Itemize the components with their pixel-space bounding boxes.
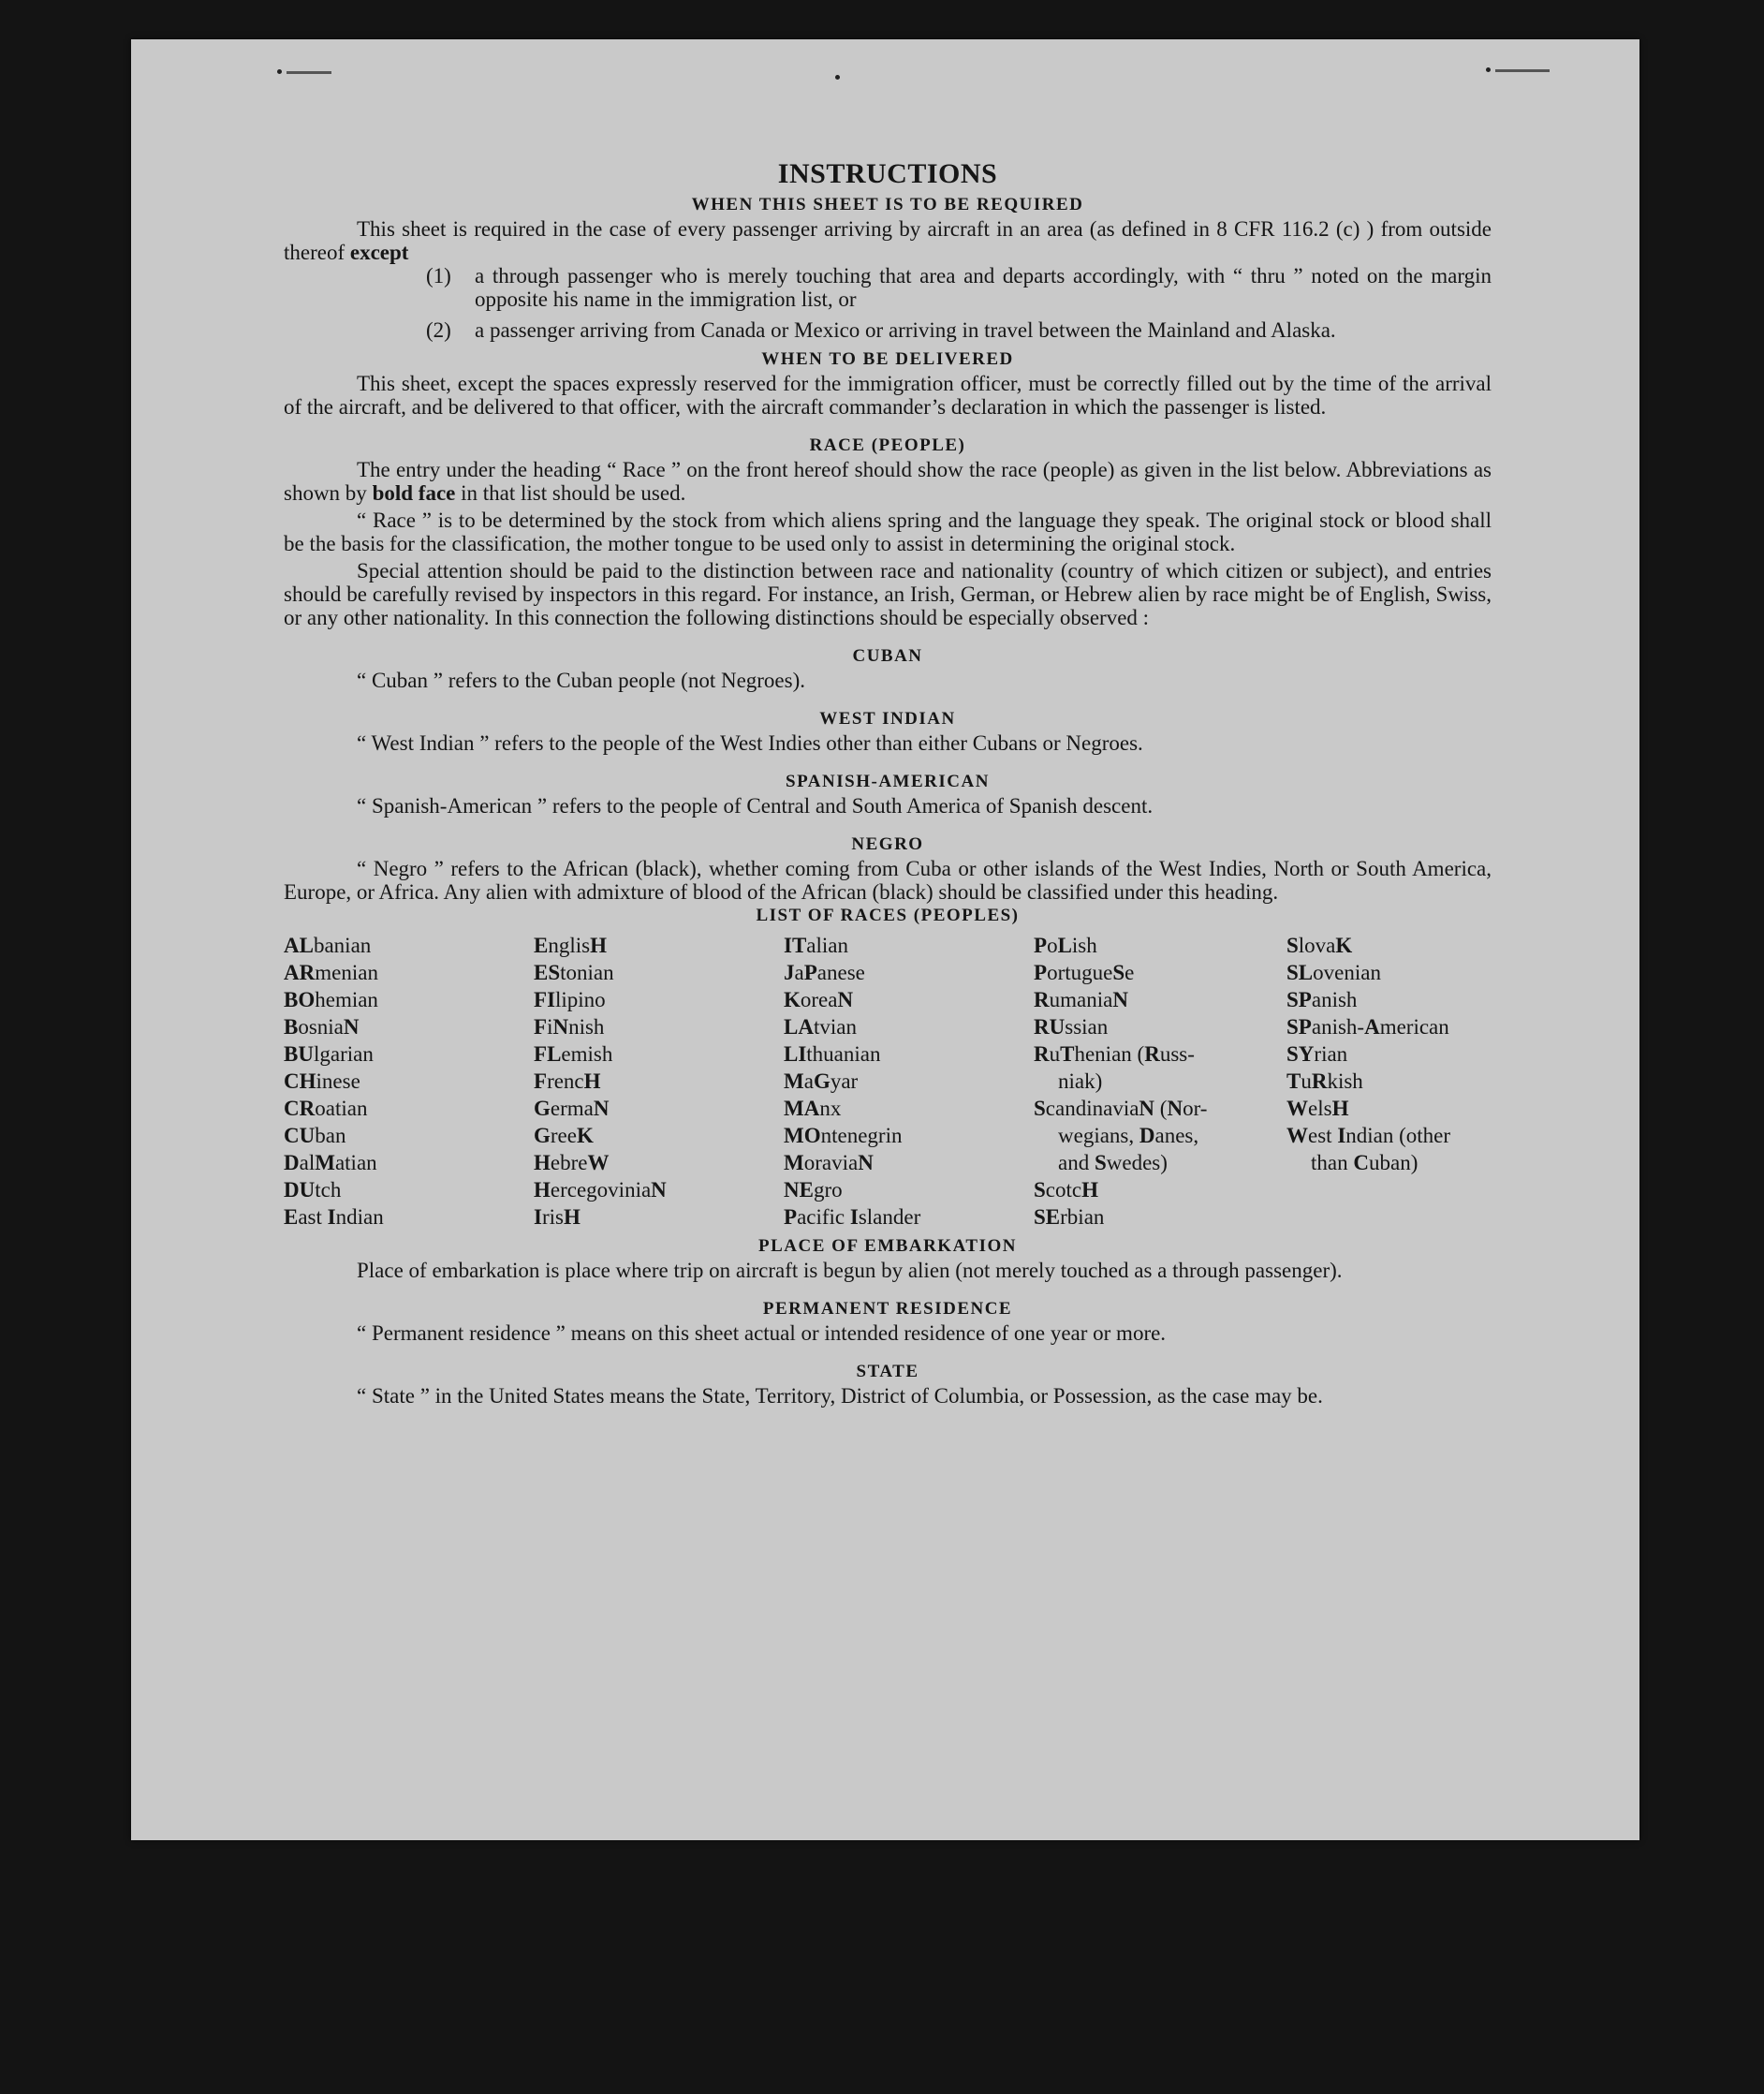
- race-entry: SPanish-American: [1286, 1015, 1449, 1039]
- race-column: [534, 932, 784, 1231]
- race-column: [784, 932, 1034, 1231]
- race-entry: CHinese: [284, 1069, 360, 1093]
- race-entry: SYrian: [1286, 1042, 1348, 1066]
- race-entry: SLovenian: [1286, 961, 1381, 984]
- punch-mark: [835, 75, 840, 80]
- race-entry: RuThenian (Russ-: [1034, 1042, 1195, 1066]
- west-indian-text: “ West Indian ” refers to the people of the West Indies other than either Cubans or Negroes.: [357, 731, 1143, 755]
- section-heading-spanish-american: SPANISH-AMERICAN: [786, 772, 990, 791]
- race-entry: LAtvian: [784, 1015, 857, 1039]
- cuban-text: “ Cuban ” refers to the Cuban people (not Negroes).: [357, 669, 806, 692]
- race-entry: BosniaN: [284, 1015, 360, 1039]
- race-entry: JaPanese: [784, 961, 865, 984]
- spanish-american-text: “ Spanish-American ” refers to the people of Central and South America of Spanish descent.: [357, 794, 1154, 818]
- race-paragraph: The entry under the heading “ Race ” on the front hereof should show the race (people) as given in the list below. Abbreviations as shown by bold face in that list should be used.: [284, 458, 1492, 505]
- race-entry: BUlgarian: [284, 1042, 374, 1066]
- race-entry: MOntenegrin: [784, 1124, 903, 1147]
- section-heading-race: RACE (PEOPLE): [809, 435, 966, 455]
- race-entry: GermaN: [534, 1097, 610, 1120]
- punch-mark: [277, 69, 282, 74]
- exception-list: [426, 264, 1492, 342]
- race-entry: FiNnish: [534, 1015, 605, 1039]
- race-entry: MAnx: [784, 1097, 842, 1120]
- race-entry: HercegoviniaN: [534, 1178, 667, 1202]
- race-column: [284, 932, 534, 1231]
- residence-text: “ Permanent residence ” means on this sheet actual or intended residence of one year or more.: [357, 1321, 1167, 1345]
- section-heading-embarkation: PLACE OF EMBARKATION: [758, 1236, 1017, 1256]
- race-entry: DUtch: [284, 1178, 342, 1202]
- section-heading-delivered: WHEN TO BE DELIVERED: [761, 349, 1014, 369]
- race-entry: KoreaN: [784, 988, 854, 1011]
- punch-mark: [1486, 67, 1491, 72]
- race-entry: ScotcH: [1034, 1178, 1098, 1202]
- section-heading-west-indian: WEST INDIAN: [819, 709, 956, 729]
- race-entry: MaGyar: [784, 1069, 859, 1093]
- race-paragraph: “ Race ” is to be determined by the stock from which aliens spring and the language they speak. The original stock or blood shall be the basis for the classification, the mother tongue to be used only to assist in determining the original stock.: [284, 509, 1492, 555]
- race-entry: FLemish: [534, 1042, 613, 1066]
- state-text: “ State ” in the United States means the State, Territory, District of Columbia, or Possession, as the case may be.: [357, 1384, 1323, 1408]
- instructions-content: [284, 155, 1492, 1408]
- race-entry: East Indian: [284, 1205, 384, 1229]
- race-entry: LIthuanian: [784, 1042, 881, 1066]
- race-entry: TuRkish: [1286, 1069, 1363, 1093]
- embarkation-text: Place of embarkation is place where trip on aircraft is begun by alien (not merely touched as a through passenger).: [357, 1259, 1343, 1282]
- race-entry: SErbian: [1034, 1205, 1105, 1229]
- race-entry: FrencH: [534, 1069, 601, 1093]
- punch-mark: [1495, 69, 1550, 72]
- race-entry: BOhemian: [284, 988, 378, 1011]
- race-entry: WelsH: [1286, 1097, 1349, 1120]
- race-entry: Pacific Islander: [784, 1205, 921, 1229]
- exception-item: (2) a passenger arriving from Canada or Mexico or arriving in travel between the Mainland and Alaska.: [426, 318, 1336, 342]
- race-entry: FIlipino: [534, 988, 606, 1011]
- punch-mark: [287, 71, 331, 74]
- race-entry: EnglisH: [534, 934, 607, 957]
- race-entry: PoLish: [1034, 934, 1097, 957]
- race-entry: HebreW: [534, 1151, 610, 1174]
- section-heading-races-list: LIST OF RACES (PEOPLES): [756, 906, 1020, 925]
- race-paragraph: Special attention should be paid to the distinction between race and nationality (country of which citizen or subject), and entries should be carefully revised by inspectors in this regard. For instance, an Irish, German, or Hebrew alien by race might be of English, Swiss, or any other nationality. In this connection the following distinctions should be especially observed :: [284, 559, 1492, 629]
- required-intro: This sheet is required in the case of every passenger arriving by aircraft in an area (as defined in 8 CFR 116.2 (c) ) from outside thereof except: [284, 217, 1492, 264]
- section-heading-negro: NEGRO: [851, 834, 924, 854]
- race-entry: ITalian: [784, 934, 848, 957]
- race-entry: niak): [1058, 1069, 1103, 1093]
- race-entry: ALbanian: [284, 934, 372, 957]
- section-heading-required: WHEN THIS SHEET IS TO BE REQUIRED: [691, 195, 1084, 214]
- section-heading-state: STATE: [856, 1362, 919, 1381]
- race-entry: IrisH: [534, 1205, 581, 1229]
- race-entry: SPanish: [1286, 988, 1358, 1011]
- delivered-text: This sheet, except the spaces expressly reserved for the immigration officer, must be correctly filled out by the time of the arrival of the aircraft, and be delivered to that officer, with the aircraft commander’s declaration in which the passenger is listed.: [284, 372, 1492, 419]
- race-column: [1286, 932, 1488, 1231]
- section-heading-residence: PERMANENT RESIDENCE: [762, 1299, 1013, 1319]
- race-entry: West Indian (other: [1286, 1124, 1451, 1147]
- negro-text: “ Negro ” refers to the African (black), whether coming from Cuba or other islands of the West Indies, North or South America, Europe, or Africa. Any alien with admixture of blood of the African (black) should be classified under this heading.: [284, 857, 1492, 904]
- race-entry: NEgro: [784, 1178, 843, 1202]
- required-intro-bold: except: [349, 241, 409, 264]
- page-title: INSTRUCTIONS: [777, 158, 998, 189]
- section-heading-cuban: CUBAN: [852, 646, 923, 666]
- race-entry: CUban: [284, 1124, 346, 1147]
- race-entry: ARmenian: [284, 961, 378, 984]
- race-entry: CRoatian: [284, 1097, 368, 1120]
- race-entry: DalMatian: [284, 1151, 377, 1174]
- race-entry: and Swedes): [1058, 1151, 1168, 1174]
- race-entry: RumaniaN: [1034, 988, 1128, 1011]
- exception-item: (1) a through passenger who is merely touching that area and departs accordingly, with “ thru ” noted on the margin opposite his name in the immigration list, or: [426, 264, 1492, 311]
- race-column: [1034, 932, 1286, 1231]
- races-table: [284, 932, 1492, 1231]
- race-entry: SlovaK: [1286, 934, 1353, 957]
- race-entry: MoraviaN: [784, 1151, 874, 1174]
- race-entry: EStonian: [534, 961, 614, 984]
- race-entry: RUssian: [1034, 1015, 1109, 1039]
- race-entry: GreeK: [534, 1124, 594, 1147]
- race-entry: wegians, Danes,: [1058, 1124, 1199, 1147]
- race-entry: ScandinaviaN (Nor-: [1034, 1097, 1208, 1120]
- race-entry: than Cuban): [1311, 1151, 1419, 1174]
- race-entry: PortugueSe: [1034, 961, 1135, 984]
